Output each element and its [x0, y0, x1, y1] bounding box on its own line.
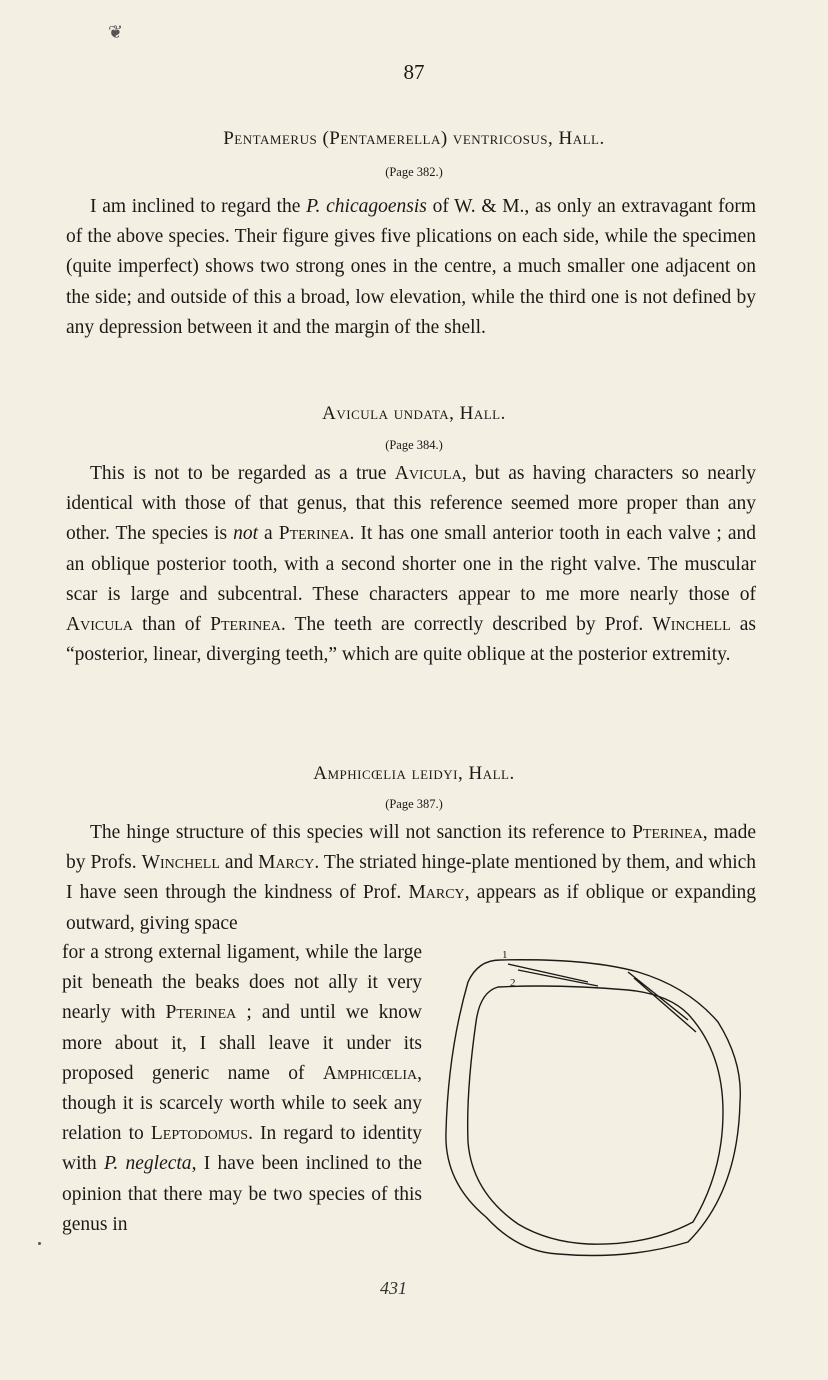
- page-number: 87: [403, 60, 425, 84]
- genus-name: Avicula: [394, 463, 462, 484]
- figure-label-1: 1: [502, 949, 508, 961]
- text-run: . It has one small anterior tooth in each valve ; and an oblique posterior tooth, with a second shorter one in the right valve. The muscular scar is large and subcentral. These characters appear to me more nearly those of: [66, 523, 756, 605]
- heading-author: Hall.: [459, 403, 506, 424]
- hinge-line: [508, 964, 696, 1032]
- genus-name: Pterinea: [210, 614, 281, 636]
- text-run: than of: [132, 614, 211, 636]
- handwritten-note: 431: [380, 1278, 407, 1298]
- text-run: , I have been inclined to the opinion that there may be two species of this genus in: [62, 1153, 423, 1235]
- figure-label-2: 2: [510, 977, 516, 989]
- text-run: The hinge structure of this species will not sanction its reference to: [90, 822, 633, 843]
- author-name: Winchell: [652, 614, 731, 636]
- paragraph-amphicoelia: [66, 818, 756, 939]
- genus-name: Pterinea: [165, 1002, 237, 1024]
- genus-name: Leptodomus: [150, 1123, 249, 1145]
- author-name: Winchell: [141, 852, 220, 874]
- page-reference: (Page 384.): [385, 438, 443, 452]
- author-name: Marcy: [408, 882, 465, 904]
- text-run: for a strong external ligament, while the large pit beneath the beaks does not ally it very nearly with: [62, 942, 422, 1024]
- text-run: , made by Profs.: [66, 822, 756, 874]
- page-reference: (Page 387.): [385, 797, 443, 811]
- outline-2: [468, 986, 723, 1244]
- genus-name: Avicula: [66, 614, 133, 636]
- margin-dot: [38, 1242, 41, 1245]
- species-name: P. chicagoensis: [306, 196, 427, 217]
- paragraph-pentamerus: [66, 192, 756, 343]
- text-run: , appears as if oblique or expanding outward, giving space: [66, 882, 757, 934]
- text-run: . The striated hinge-plate mentioned by them, and which I have seen through the kindness of Prof.: [66, 852, 757, 904]
- text-run: a: [258, 523, 279, 545]
- paragraph-amphicoelia-continued: [62, 938, 422, 1240]
- paragraph-avicula: [66, 459, 756, 670]
- text-run: as “posterior, linear, diverging teeth,” which are quite oblique at the posterior extremity.: [66, 614, 757, 666]
- heading-species: Pentamerus (Pentamerella) ventricosus,: [223, 128, 559, 149]
- heading-species: Amphicœlia leidyi,: [313, 763, 469, 784]
- shell-outline-figure: [438, 942, 760, 1260]
- page-reference: (Page 382.): [385, 165, 443, 179]
- text-run: , though it is scarcely worth while to seek any relation to: [62, 1062, 422, 1145]
- heading-species: Avicula undata,: [322, 403, 460, 424]
- text-run: , but as having characters so nearly identical with those of that genus, that this reference seemed more proper than any other. The species is: [66, 463, 756, 545]
- text-run: . In regard to identity with: [62, 1123, 422, 1175]
- text-run: of W. & M., as only an extravagant form of the above species. Their figure gives five plications on each side, while the specimen (quite imperfect) shows two strong ones in the centre, a much smaller one adjacent on the side; and outside of this a broad, low elevation, while the third one is not defined by any depression between it and the margin of the shell.: [66, 196, 756, 338]
- heading-author: Hall.: [558, 128, 605, 149]
- section-heading-avicula: [0, 403, 828, 425]
- genus-name: Amphicœlia: [322, 1062, 418, 1084]
- outline-1: [446, 960, 740, 1256]
- page-mark: ❦: [108, 22, 124, 42]
- text-run: I am inclined to regard the: [90, 196, 307, 217]
- section-heading-pentamerus: [0, 128, 828, 150]
- emphasis: not: [233, 523, 259, 545]
- heading-author: Hall.: [468, 763, 515, 784]
- genus-name: Pterinea: [278, 523, 350, 545]
- species-name: P. neglecta: [103, 1153, 192, 1175]
- text-run: . The teeth are correctly described by Prof.: [280, 614, 653, 636]
- text-run: and: [219, 852, 259, 874]
- text-run: This is not to be regarded as a true: [90, 463, 395, 484]
- author-name: Marcy: [258, 852, 315, 874]
- text-run: ; and until we know more about it, I shall leave it under its proposed generic name of: [62, 1002, 422, 1084]
- genus-name: Pterinea: [632, 822, 703, 843]
- section-heading-amphicoelia: [0, 763, 828, 785]
